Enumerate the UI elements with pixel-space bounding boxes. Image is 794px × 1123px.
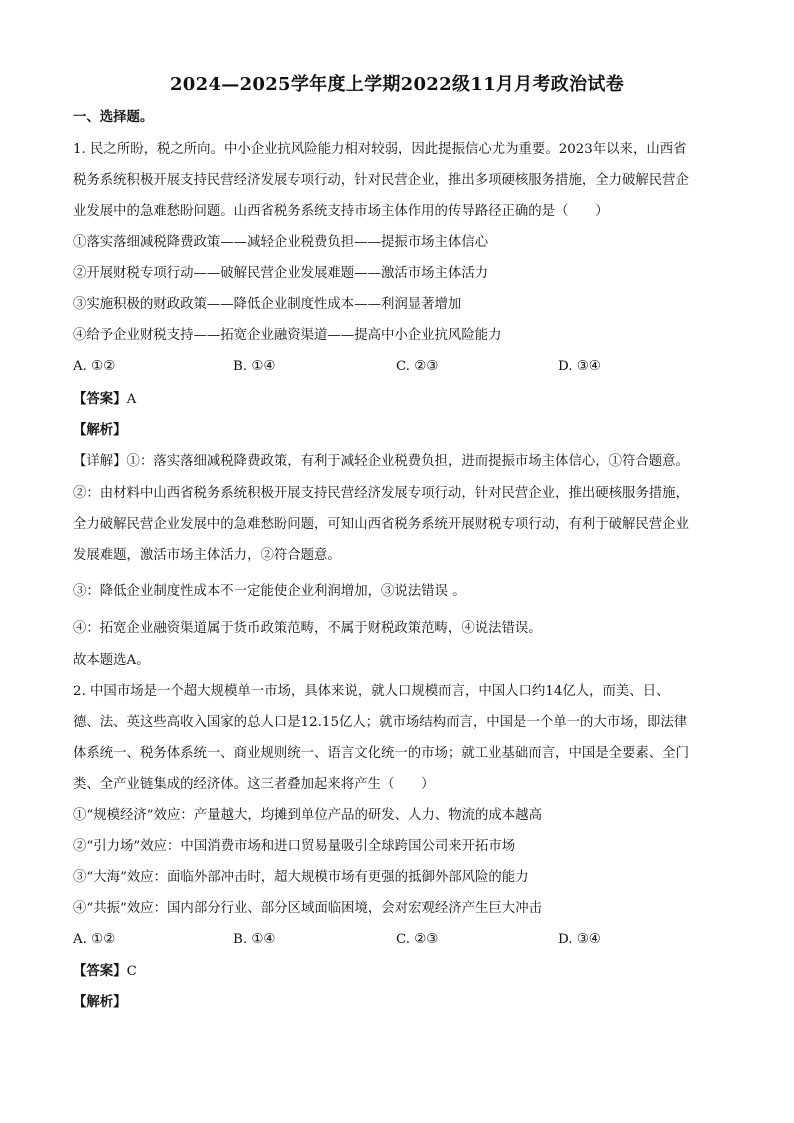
- q2-analysis-label: 【解析】: [73, 994, 127, 1010]
- q2-stem-line-4: 类、全产业链集成的经济体。这三者叠加起来将产生（ ）: [73, 777, 435, 792]
- q2-answer-value: C: [126, 964, 137, 979]
- q2-option-c: C. ②③: [396, 932, 439, 947]
- section-heading: 一、选择题。: [73, 109, 154, 125]
- q1-answer: [73, 389, 136, 410]
- q1-detail-line-4: 发展难题，激活市场主体活力，②符合题意。: [73, 548, 341, 563]
- q1-detail-line-7: 故本题选A。: [73, 653, 150, 668]
- q1-detail-line-1: 【详解】①：落实落细减税降费政策，有利于减轻企业税费负担，进而提振市场主体信心，①符合题意。: [73, 454, 689, 469]
- q2-item-3: ③“大海”效应：面临外部冲击时，超大规模市场有更强的抵御外部风险的能力: [73, 870, 529, 885]
- q2-stem-line-3: 体系统一、税务体系统一、商业规则统一、语言文化统一的市场；就工业基础而言，中国是全要素、全门: [73, 746, 689, 761]
- q2-item-2: ②“引力场”效应：中国消费市场和进口贸易量吸引全球跨国公司来开拓市场: [73, 839, 516, 854]
- q2-stem-line-1: 2. 中国市场是一个超大规模单一市场，具体来说，就人口规模而言，中国人口约14亿人，而美、日、: [73, 684, 670, 699]
- q1-answer-value: A: [126, 392, 137, 407]
- q2-stem-line-2: 德、法、英这些高收入国家的总人口是12.15亿人；就市场结构而言，中国是一个单一的大市场，即法律: [73, 715, 688, 730]
- q1-answer-label: 【答案】: [73, 391, 127, 407]
- q1-analysis-label: 【解析】: [73, 422, 127, 438]
- q1-option-b: B. ①④: [233, 359, 276, 374]
- q2-option-b: B. ①④: [233, 932, 276, 947]
- q2-answer-label: 【答案】: [73, 963, 127, 979]
- q1-detail-line-6: ④：拓宽企业融资渠道属于货币政策范畴，不属于财税政策范畴，④说法错误。: [73, 621, 542, 636]
- q1-stem-line-3: 业发展中的急难愁盼问题。山西省税务系统支持市场主体作用的传导路径正确的是（ ）: [73, 204, 609, 219]
- q1-option-c: C. ②③: [396, 359, 439, 374]
- q2-answer: [73, 961, 137, 982]
- q1-item-1: ①落实落细减税降费政策——减轻企业税费负担——提振市场主体信心: [73, 235, 489, 250]
- q1-item-3: ③实施积极的财政政策——降低企业制度性成本——利润显著增加: [73, 297, 462, 312]
- q1-option-a: A. ①②: [73, 359, 116, 374]
- q1-item-2: ②开展财税专项行动——破解民营企业发展难题——激活市场主体活力: [73, 266, 489, 281]
- q1-detail-line-3: 全力破解民营企业发展中的急难愁盼问题，可知山西省税务系统开展财税专项行动，有利于破解民营企业: [73, 517, 689, 532]
- q1-item-4: ④给予企业财税支持——拓宽企业融资渠道——提高中小企业抗风险能力: [73, 328, 502, 343]
- q1-detail-line-5: ③：降低企业制度性成本不一定能使企业利润增加，③说法错误 。: [73, 584, 466, 599]
- q1-stem-line-2: 税务系统积极开展支持民营经济发展专项行动，针对民营企业，推出多项硬核服务措施，全力破解民营企: [73, 173, 689, 188]
- q2-item-4: ④“共振”效应：国内部分行业、部分区域面临困境，会对宏观经济产生巨大冲击: [73, 901, 542, 916]
- q1-option-d: D. ③④: [558, 359, 601, 374]
- q2-option-a: A. ①②: [73, 932, 116, 947]
- q1-stem-line-1: 1. 民之所盼，税之所向。中小企业抗风险能力相对较弱，因此提振信心尤为重要。2023年以来，山西省: [73, 142, 687, 157]
- q2-item-1: ①“规模经济”效应：产量越大，均摊到单位产品的研发、人力、物流的成本越高: [73, 808, 542, 823]
- q1-detail-line-2: ②：由材料中山西省税务系统积极开展支持民营经济发展专项行动，针对民营企业，推出硬核服务措施，: [73, 486, 689, 501]
- q2-option-d: D. ③④: [558, 932, 601, 947]
- page-title: 2024—2025学年度上学期2022级11月月考政治试卷: [169, 74, 625, 95]
